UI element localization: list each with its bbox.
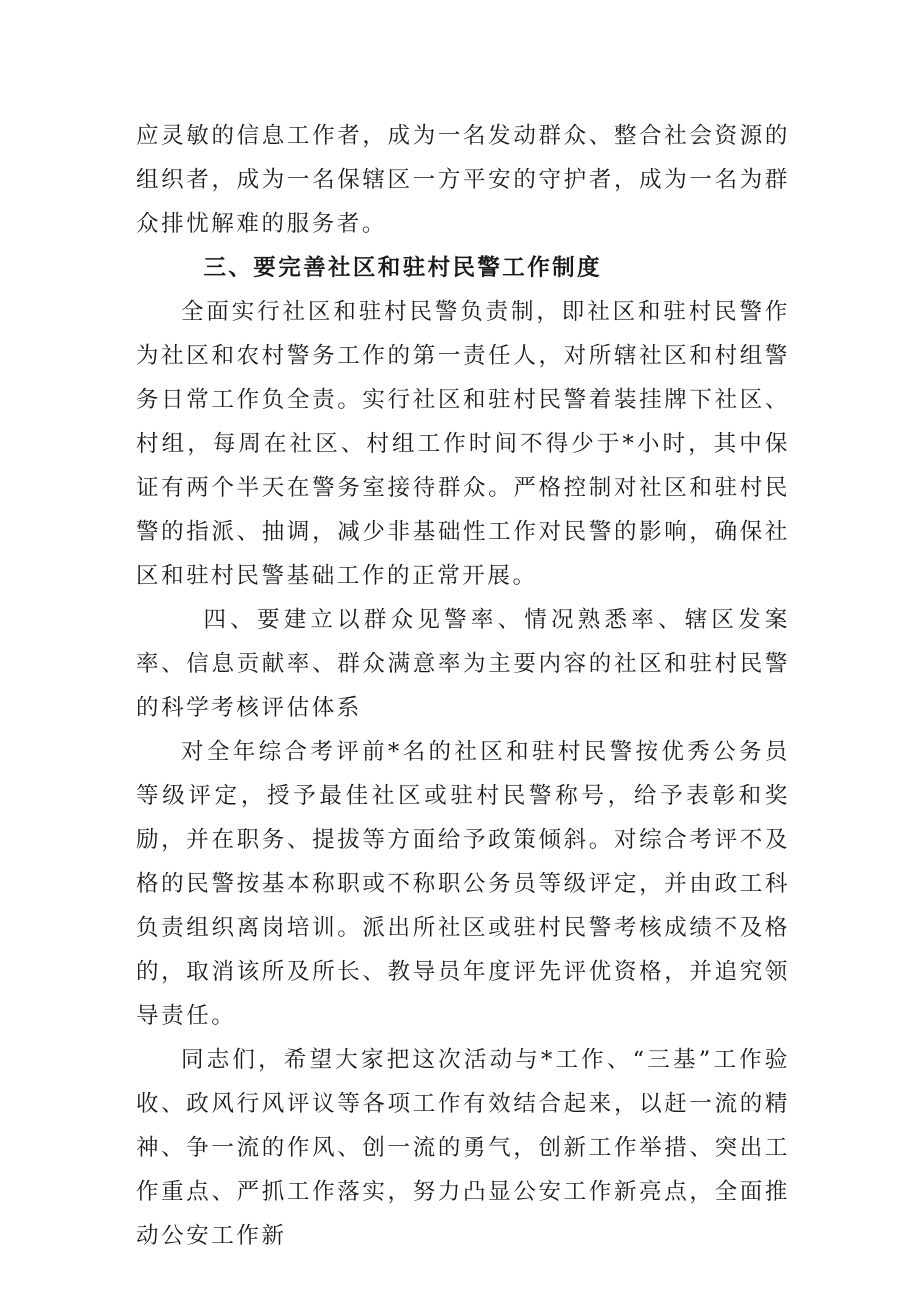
section-heading-4: 四、要建立以群众见警率、情况熟悉率、辖区发案率、信息贡献率、群众满意率为主要内容的社区和驻村民警的科学考核评估体系 (136, 607, 790, 721)
section-heading-3: 三、要完善社区和驻村民警工作制度 (203, 255, 602, 281)
document-body (136, 114, 790, 1258)
paragraph-closing: 同志们，希望大家把这次活动与*工作、“三基”工作验收、政风行风评议等各项工作有效结合起来，以赶一流的精神、争一流的作风、创一流的勇气，创新工作举措、突出工作重点、严抓工作落实，努力凸显公安工作新亮点，全面推动公安工作新 (136, 1047, 790, 1249)
paragraph-community-police-system: 全面实行社区和驻村民警负责制，即社区和驻村民警作为社区和农村警务工作的第一责任人，对所辖社区和村组警务日常工作负全责。实行社区和驻村民警着装挂牌下社区、村组，每周在社区、村组工作时间不得少于*小时，其中保证有两个半天在警务室接待群众。严格控制对社区和驻村民警的指派、抽调，减少非基础性工作对民警的影响，确保社区和驻村民警基础工作的正常开展。 (136, 299, 790, 589)
paragraph-continuation: 应灵敏的信息工作者，成为一名发动群众、整合社会资源的组织者，成为一名保辖区一方平安的守护者，成为一名为群众排忧解难的服务者。 (136, 123, 790, 237)
paragraph-assessment: 对全年综合考评前*名的社区和驻村民警按优秀公务员等级评定，授予最佳社区或驻村民警称号，给予表彰和奖励，并在职务、提拔等方面给予政策倾斜。对综合考评不及格的民警按基本称职或不称职公务员等级评定，并由政工科负责组织离岗培训。派出所社区或驻村民警考核成绩不及格的，取消该所及所长、教导员年度评先评优资格，并追究领导责任。 (136, 739, 790, 1029)
